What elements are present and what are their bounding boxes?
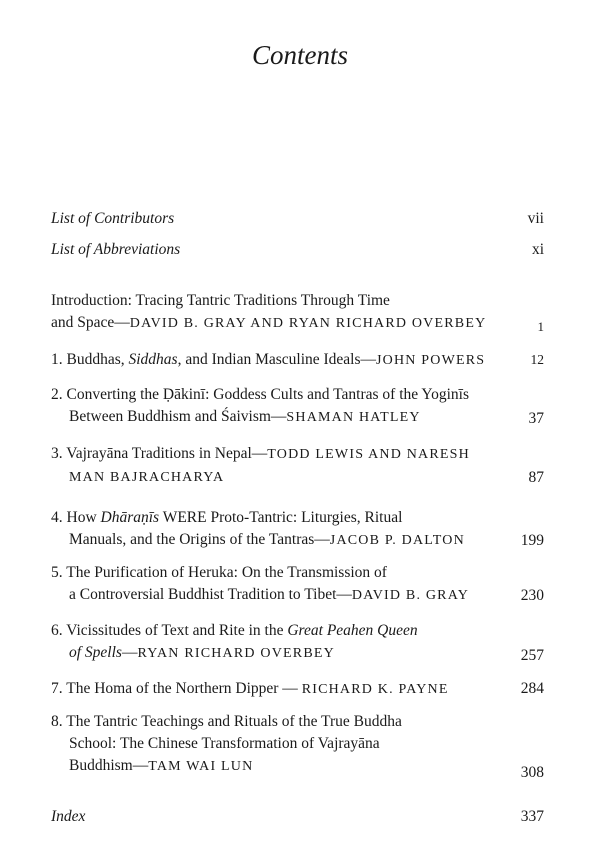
entry-title-line: School: The Chinese Transformation of Vajrayāna bbox=[69, 735, 380, 752]
page-number: 199 bbox=[520, 532, 544, 549]
page-title: Contents bbox=[251, 40, 348, 70]
entry-title-line: Converting the Ḍākinī: Goddess Cults and Tantras of the Yoginīs bbox=[66, 386, 469, 403]
entry-title: , and Indian Masculine Ideals— bbox=[177, 351, 377, 368]
toc-entry-introduction[interactable] bbox=[51, 290, 544, 335]
toc-entry-chapter-8[interactable] bbox=[51, 711, 544, 781]
page-number: 230 bbox=[520, 587, 544, 604]
toc-entry-chapter-1[interactable] bbox=[51, 349, 544, 372]
entry-title: List of Abbreviations bbox=[51, 241, 181, 258]
toc-entry-chapter-6[interactable] bbox=[51, 620, 544, 665]
entry-authors: JOHN POWERS bbox=[376, 353, 486, 368]
entry-authors: RICHARD K. PAYNE bbox=[301, 682, 449, 697]
entry-title: List of Contributors bbox=[51, 210, 175, 227]
toc-entry-chapter-7[interactable] bbox=[51, 678, 544, 701]
chapter-number: 1. bbox=[51, 351, 63, 368]
toc-entry-chapter-5[interactable] bbox=[51, 562, 544, 607]
entry-title: Buddhas, bbox=[66, 351, 129, 368]
chapter-number: 3. bbox=[51, 445, 63, 462]
entry-authors: DAVID B. GRAY AND RYAN RICHARD OVERBEY bbox=[129, 316, 487, 331]
entry-authors: MAN BAJRACHARYA bbox=[69, 470, 225, 485]
entry-title-line: The Tantric Teachings and Rituals of the True Buddha bbox=[66, 713, 402, 730]
entry-title-emphasis: Siddhas bbox=[128, 351, 178, 368]
chapter-number: 8. bbox=[51, 713, 63, 730]
page-number: vii bbox=[527, 210, 544, 227]
entry-authors: JACOB P. DALTON bbox=[329, 533, 465, 548]
chapter-number: 6. bbox=[51, 622, 63, 639]
page-number: 257 bbox=[520, 647, 544, 664]
entry-title-emphasis: Great Peahen Queen bbox=[287, 622, 418, 639]
entry-title-line: Buddhism— bbox=[69, 757, 149, 774]
entry-title-emphasis: Dhāraṇīs bbox=[100, 509, 160, 526]
entry-title-line: Introduction: Tracing Tantric Traditions Through Time bbox=[51, 292, 390, 309]
chapter-number: 7. bbox=[51, 680, 63, 697]
toc-entry-chapter-2[interactable] bbox=[51, 384, 544, 429]
entry-authors: DAVID B. GRAY bbox=[351, 588, 470, 603]
entry-title-line: The Purification of Heruka: On the Transmission of bbox=[66, 564, 387, 581]
entry-authors: SHAMAN HATLEY bbox=[286, 410, 421, 425]
entry-title: Vajrayāna Traditions in Nepal— bbox=[66, 445, 268, 462]
entry-title: Vicissitudes of Text and Rite in the bbox=[66, 622, 288, 639]
entry-title: The Homa of the Northern Dipper — bbox=[66, 680, 298, 697]
entry-title-line: Manuals, and the Origins of the Tantras— bbox=[69, 531, 330, 548]
entry-title-line: a Controversial Buddhist Tradition to Tibet— bbox=[69, 586, 352, 603]
chapter-number: 2. bbox=[51, 386, 63, 403]
page-number: 284 bbox=[520, 680, 544, 697]
entry-title: WERE Proto-Tantric: Liturgies, Ritual bbox=[159, 509, 403, 526]
entry-title-line: Between Buddhism and Śaivism— bbox=[69, 408, 287, 425]
page-number: xi bbox=[531, 241, 544, 258]
toc-entry-index[interactable] bbox=[51, 806, 544, 828]
entry-authors: RYAN RICHARD OVERBEY bbox=[137, 646, 335, 661]
page-number: 337 bbox=[520, 808, 544, 825]
entry-title: Index bbox=[51, 808, 86, 825]
page-number: 37 bbox=[528, 410, 544, 427]
page-number: 87 bbox=[528, 469, 544, 486]
chapter-number: 5. bbox=[51, 564, 63, 581]
page-number: 1 bbox=[537, 319, 544, 334]
toc-entry-abbreviations[interactable] bbox=[51, 239, 544, 261]
entry-title: — bbox=[121, 644, 138, 661]
entry-title: How bbox=[66, 509, 101, 526]
entry-authors: TODD LEWIS AND NARESH bbox=[267, 447, 470, 462]
entry-title-emphasis: of Spells bbox=[69, 644, 122, 661]
page-number: 12 bbox=[530, 352, 544, 367]
toc-entry-contributors[interactable] bbox=[51, 208, 544, 230]
page-number: 308 bbox=[520, 764, 544, 781]
entry-title-line: and Space— bbox=[51, 314, 130, 331]
toc-entry-chapter-4[interactable] bbox=[51, 507, 544, 552]
toc-entry-chapter-3[interactable] bbox=[51, 443, 544, 489]
entry-authors: TAM WAI LUN bbox=[148, 759, 254, 774]
chapter-number: 4. bbox=[51, 509, 63, 526]
